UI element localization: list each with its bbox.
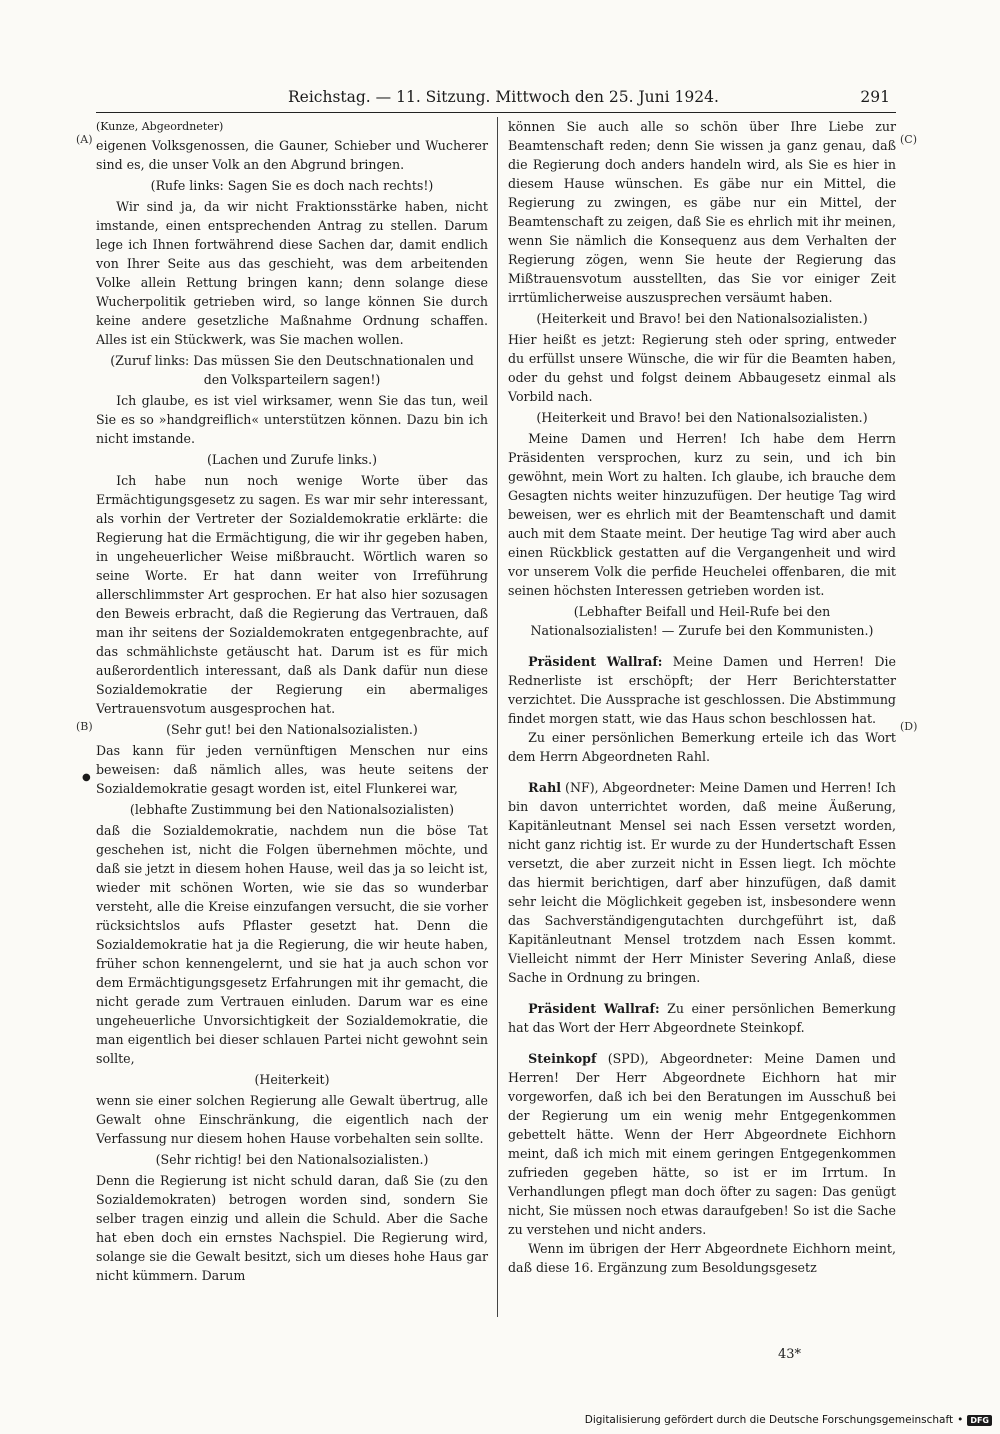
rahl-statement bbox=[508, 778, 896, 987]
credit-text: Digitalisierung gefördert durch die Deutsche Forschungsgemeinschaft bbox=[584, 1414, 954, 1426]
paragraph: Ich habe nun noch wenige Worte über das Ermächtigungsgesetz zu sagen. Es war mir sehr interessant, als vorhin der Vertreter der Sozialdemokratie erklärte: die Regierung hat die Ermächtigung, die wir ihr gegeben haben, in ungeheuerlicher Weise mißbraucht. Wörtlich waren so seine Worte. Er hat dann weiter von Irreführung allerschlimmster Art gesprochen. Er hat also hier sozusagen den Beweis erbracht, daß die Regierung das Vertrauen, daß man ihr seitens der Sozialdemokraten entgegenbrachte, auf das schmählichste getäuscht hat. Darum ist es für mich außerordentlich interessant, daß als Dank dafür nun diese Sozialdemokratie der Regierung ein abermaliges Vertrauensvotum ausgesprochen hat. bbox=[96, 473, 488, 716]
speaker-name: Rahl bbox=[528, 780, 562, 795]
sheet-signature: 43* bbox=[778, 1347, 802, 1362]
interjection: (lebhafte Zustimmung bei den Nationalsozialisten) bbox=[129, 802, 455, 817]
speaker-name: Präsident Wallraf: bbox=[528, 654, 663, 669]
margin-marker-c: (C) bbox=[900, 133, 917, 146]
paragraph: Hier heißt es jetzt: Regierung steh oder spring, entweder du erfüllst unsere Wünsche, die wir für die Beamten haben, oder du gehst und folgst deinem Abbaugesetz einmal als Vorbild nach. bbox=[508, 332, 896, 404]
speaker-label: (Kunze, Abgeordneter) bbox=[96, 120, 224, 133]
header-title: Reichstag. — 11. Sitzung. Mittwoch den 25. Juni 1924. bbox=[288, 88, 719, 106]
president-statement bbox=[508, 652, 896, 728]
paragraph: Ich glaube, es ist viel wirksamer, wenn Sie das tun, weil Sie es so »handgreiflich« unterstützen können. Dazu bin ich nicht imstande. bbox=[96, 393, 488, 446]
interjection: (Lachen und Zurufe links.) bbox=[206, 452, 378, 467]
interjection: (Heiterkeit und Bravo! bei den Nationalsozialisten.) bbox=[536, 410, 868, 425]
interjection: (Heiterkeit und Bravo! bei den Nationalsozialisten.) bbox=[536, 311, 868, 326]
statement-text: Meine Damen und Herren! Die Rednerliste ist erschöpft; der Herr Berichterstatter verzichtet. Die Aussprache ist geschlossen. Die Abstimmung findet morgen statt, wie das Haus schon beschlossen hat. bbox=[508, 654, 896, 726]
speaker-name: Steinkopf bbox=[528, 1051, 597, 1066]
statement-text: (NF), Abgeordneter: Meine Damen und Herren! Ich bin davon unterrichtet worden, daß meine Äußerung, Kapitänleutnant Mensel sei nach Essen versetzt worden, nicht ganz richtig ist. Er wurde zu der Hundertschaft Essen versetzt, die aber zurzeit nicht in Essen liegt. Ich möchte das hiermit berichtigen, darf aber hinzufügen, daß damit sehr leicht die Möglichkeit gegeben ist, insbesondere wenn das Sachverständigengutachten durchgeführt ist, daß Kapitänleutnant Mensel trotzdem nach Essen kommt. Vielleicht nimmt der Herr Minister Severing Anlaß, diese Sache in Ordnung zu bringen. bbox=[508, 780, 896, 985]
paragraph: eigenen Volksgenossen, die Gauner, Schieber und Wucherer sind es, die unser Volk an den Abgrund bringen. bbox=[96, 138, 488, 172]
running-header bbox=[96, 88, 896, 113]
steinkopf-statement bbox=[508, 1049, 896, 1239]
paragraph: Wenn im übrigen der Herr Abgeordnete Eichhorn meint, daß diese 16. Ergänzung zum Besoldungsgesetz bbox=[508, 1241, 896, 1275]
paragraph: wenn sie einer solchen Regierung alle Gewalt übertrug, alle Gewalt ohne Einschränkung, die eigentlich nach der Verfassung nur diesem hohen Hause vorbehalten sein sollte. bbox=[96, 1093, 488, 1146]
margin-marker-b: (B) bbox=[76, 720, 93, 733]
left-column bbox=[96, 117, 488, 1285]
paragraph: Das kann für jeden vernünftigen Menschen nur eins beweisen: daß nämlich alles, was heute seitens der Sozialdemokratie gesagt worden ist, eitel Flunkerei war, bbox=[96, 743, 488, 796]
interjection: (Sehr gut! bei den Nationalsozialisten.) bbox=[166, 722, 418, 737]
separator-dot: • bbox=[957, 1414, 964, 1426]
president-statement-2 bbox=[508, 999, 896, 1037]
margin-bullet: ● bbox=[82, 772, 91, 783]
margin-marker-d: (D) bbox=[900, 720, 918, 733]
interjection: (Heiterkeit) bbox=[254, 1072, 330, 1087]
paragraph: Denn die Regierung ist nicht schuld daran, daß Sie (zu den Sozialdemokraten) betrogen worden sind, sondern Sie selber tragen einzig und allein die Schuld. Aber die Sache hat eben doch ein ernstes Nachspiel. Die Regierung wird, solange sie die Gewalt besitzt, sich um dieses hohe Haus gar nicht kümmern. Darum bbox=[96, 1173, 488, 1283]
interjection: (Lebhafter Beifall und Heil-Rufe bei den Nationalsozialisten! — Zurufe bei den Kommunisten.) bbox=[530, 604, 874, 638]
page-number: 291 bbox=[860, 88, 890, 106]
statement-text: Zu einer persönlichen Bemerkung hat das Wort der Herr Abgeordnete Steinkopf. bbox=[508, 1001, 896, 1035]
column-divider bbox=[497, 117, 498, 1317]
margin-marker-a: (A) bbox=[76, 133, 93, 146]
paragraph: können Sie auch alle so schön über Ihre Liebe zur Beamtenschaft reden; denn Sie wissen ja ganz genau, daß die Regierung doch anders handeln wird, als Sie es hier in diesem Hause wünschen. Es gäbe nur ein Mittel, die Regierung zu zwingen, es gäbe nur ein Mittel, der Beamtenschaft zu zeigen, daß Sie es ehrlich mit ihr meinen, wenn Sie nämlich die Konsequenz aus dem Verhalten der Regierung zögen, wenn Sie heute der Regierung das Mißtrauensvotum ausstellten, das Sie vor einiger Zeit irrtümlicherweise auszusprechen versäumt haben. bbox=[508, 119, 896, 305]
paragraph: Wir sind ja, da wir nicht Fraktionsstärke haben, nicht imstande, einen entsprechenden Antrag zu stellen. Darum lege ich Ihnen fortwährend diese Sachen dar, damit endlich von Ihrer Seite aus das geschieht, was dem arbeitenden Volke allein Rettung bringen kann; denn solange diese Wucherpolitik getrieben wird, so lange können Sie durch keine andere gesetzliche Maßnahme Ordnung schaffen. Alles ist ein Stückwerk, was Sie machen wollen. bbox=[96, 199, 488, 347]
speaker-name: Präsident Wallraf: bbox=[528, 1001, 660, 1016]
paragraph: Meine Damen und Herren! Ich habe dem Herrn Präsidenten versprochen, kurz zu sein, und ich bin gewöhnt, mein Wort zu halten. Ich glaube, ich brauche dem Gesagten nichts weiter hinzuzufügen. Der heutige Tag wird beweisen, wer es ehrlich mit der Beamtenschaft und damit auch mit dem Staate meint. Der heutige Tag wird aber auch einen Rückblick gestatten auf die Vergangenheit und wird vor unserem Volk die perfide Heuchelei offenbaren, die mit seinen höchsten Interessen getrieben worden ist. bbox=[508, 431, 896, 598]
paragraph: Zu einer persönlichen Bemerkung erteile ich das Wort dem Herrn Abgeordneten Rahl. bbox=[508, 730, 896, 764]
dfg-logo: DFG bbox=[967, 1415, 992, 1426]
interjection: (Zuruf links: Das müssen Sie den Deutschnationalen und den Volksparteilern sagen!) bbox=[110, 353, 474, 387]
statement-text: (SPD), Abgeordneter: Meine Damen und Herren! Der Herr Abgeordnete Eichhorn hat mir vorgeworfen, daß ich bei den Beratungen im Ausschuß bei der Regierung um ein wenig mehr Entgegenkommen gebettelt hätte. Wenn der Herr Abgeordnete Eichhorn meint, daß ich mich mit einem geringen Entgegenkommen zufrieden gegeben hätte, so ist er im Irrtum. In Verhandlungen pflegt man doch öfter zu sagen: Das genügt nicht, Sie müssen noch etwas daraufgeben! So ist die Sache zu verstehen und nicht anders. bbox=[508, 1051, 896, 1237]
interjection: (Sehr richtig! bei den Nationalsozialisten.) bbox=[155, 1152, 429, 1167]
right-column bbox=[508, 117, 896, 1277]
paragraph: daß die Sozialdemokratie, nachdem nun die böse Tat geschehen ist, nicht die Folgen übernehmen möchte, und daß sie jetzt in diesem hohen Hause, weil das ja so leicht ist, wieder mit schönen Worten, wie sie das so wunderbar versteht, alle die Kreise einzufangen versucht, die sie vorher rücksichtslos aufs Pflaster gesetzt hat. Denn die Sozialdemokratie hat ja die Regierung, die wir heute haben, früher schon kennengelernt, und sie hat ja auch schon vor dem Ermächtigungsgesetz Erfahrungen mit ihr gemacht, die nicht gerade zum Vertrauen einluden. Darum war es eine ungeheuerliche Unvorsichtigkeit der Sozialdemokratie, die man eigentlich bei dieser schlauen Partei nicht gewohnt sein sollte, bbox=[96, 823, 488, 1066]
interjection: (Rufe links: Sagen Sie es doch nach rechts!) bbox=[150, 178, 434, 193]
digitization-credit bbox=[585, 1414, 992, 1426]
